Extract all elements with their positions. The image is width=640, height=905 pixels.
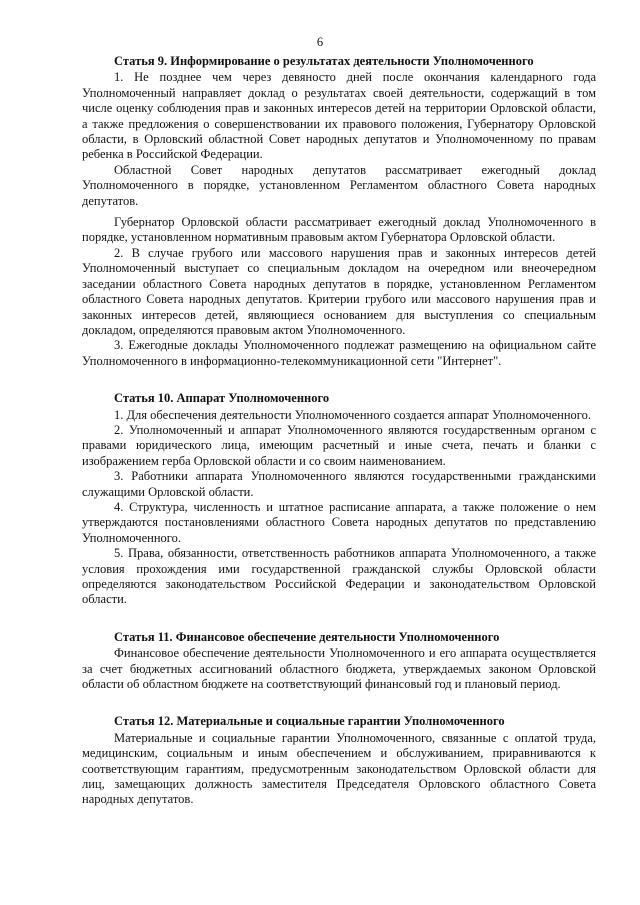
- paragraph: Областной Совет народных депутатов рассматривает ежегодный доклад Уполномоченного в порядке, установленном Регламентом областного Совета народных депутатов.: [82, 162, 596, 208]
- paragraph: 1. Для обеспечения деятельности Уполномоченного создается аппарат Уполномоченного.: [114, 407, 591, 422]
- article-11: [82, 630, 596, 693]
- article-10: [82, 391, 596, 608]
- paragraph: 4. Структура, численность и штатное расписание аппарата, а также положение о нем утверждаются постановлениями областного Совета народных депутатов по представлению Уполномоченного.: [82, 499, 596, 545]
- paragraph: Губернатор Орловской области рассматривает ежегодный доклад Уполномоченного в порядке, установленном нормативным правовым актом Губернатора Орловской области.: [82, 215, 596, 245]
- paragraph: Финансовое обеспечение деятельности Уполномоченного и его аппарата осуществляется за счет бюджетных ассигнований областного бюджета, утверждаемых законом Орловской области об областном бюджете на соответствующий финансовый год и плановый период.: [82, 646, 596, 692]
- page-number: 6: [316, 35, 324, 49]
- paragraph: Материальные и социальные гарантии Уполномоченного, связанные с оплатой труда, медицинским, социальным и иным обеспечением и обслуживанием, приравниваются к соответствующим гарантиям, предусмотренным законодательством Орловской области для лиц, замещающих должность заместителя Председателя Орловского областного Совета народных депутатов.: [82, 730, 596, 807]
- paragraph: 3. Ежегодные доклады Уполномоченного подлежат размещению на официальном сайте Уполномоченного в информационно-телекоммуникационной сети "Интернет".: [82, 338, 596, 368]
- paragraph: 5. Права, обязанности, ответственность работников аппарата Уполномоченного, а также условия прохождения ими государственной гражданской службы Орловской области определяются законодательством Российской Федерации и законодательством Орловской области.: [82, 546, 596, 607]
- article-9: [82, 54, 596, 369]
- paragraph: 2. Уполномоченный и аппарат Уполномоченного являются государственным органом с правами юридического лица, имеющим расчетный и иные счета, печать и бланки с изображением герба Орловской области и со своим наименованием.: [82, 422, 596, 468]
- paragraph: 3. Работники аппарата Уполномоченного являются государственными гражданскими служащими Орловской области.: [82, 469, 596, 499]
- article-title: Статья 9. Информирование о результатах деятельности Уполномоченного: [114, 54, 534, 68]
- paragraph: 2. В случае грубого или массового нарушения прав и законных интересов детей Уполномоченный выступает со специальным докладом на очередном или внеочередном заседании областного Совета народных депутатов в порядке, установленном Регламентом областного Совета народных депутатов. Критерии грубого или массового нарушения прав и законных интересов детей, являющиеся основанием для выступления со специальным докладом, определяются правовым актом Уполномоченного.: [82, 245, 596, 337]
- article-12: [82, 714, 596, 807]
- article-title: Статья 11. Финансовое обеспечение деятельности Уполномоченного: [114, 629, 500, 644]
- document-body: [82, 54, 596, 808]
- article-title: Статья 12. Материальные и социальные гарантии Уполномоченного: [114, 714, 505, 729]
- paragraph: 1. Не позднее чем через девяносто дней после окончания календарного года Уполномоченный направляет доклад о результатах своей деятельности, содержащий в том числе оценку соблюдения прав и законных интересов детей на территории Орловской области, а также предложения о совершенствовании их правового положения, Губернатору Орловской области, в Орловский областной Совет народных депутатов и Уполномоченному по правам ребенка в Российской Федерации.: [82, 70, 596, 162]
- article-title: Статья 10. Аппарат Уполномоченного: [114, 391, 330, 406]
